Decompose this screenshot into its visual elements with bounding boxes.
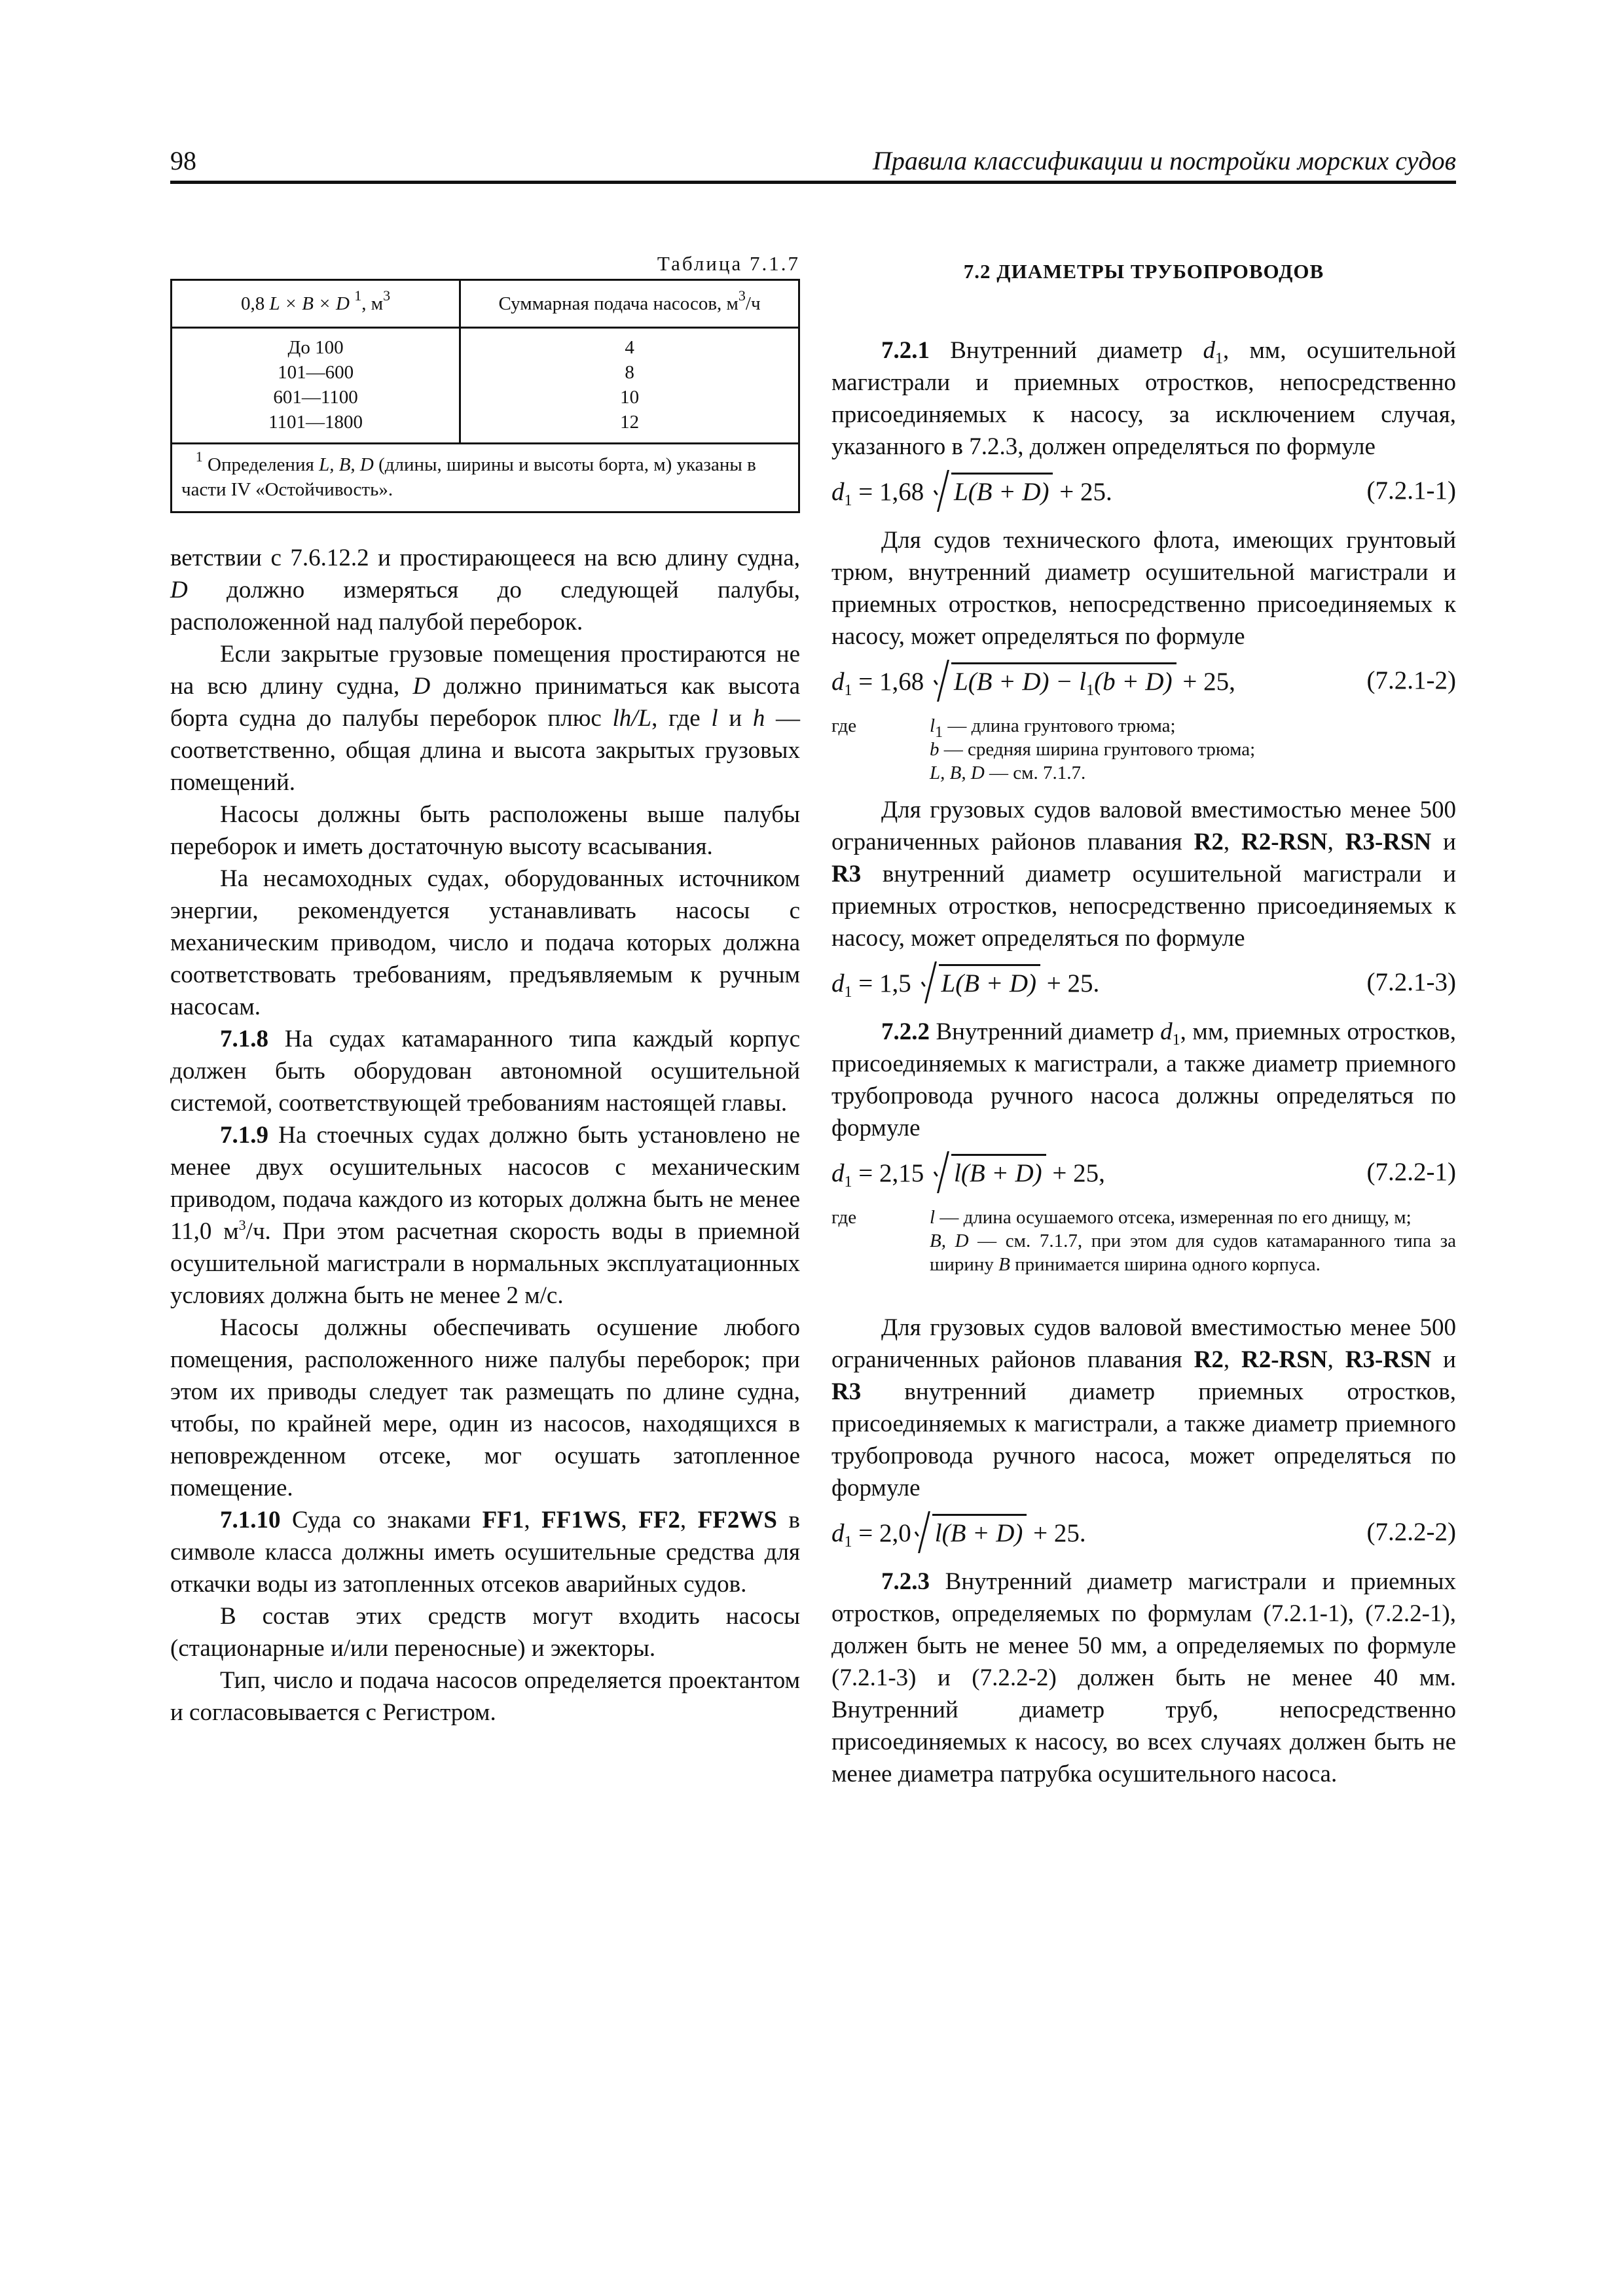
table-cell: 101—600 [278, 362, 354, 383]
paragraph: Тип, число и подача насосов определяется проектантом и согласовывается с Регистром. [170, 1667, 800, 1726]
pump-capacity-table [170, 279, 800, 513]
running-title: Правила классификации и постройки морских судов [872, 146, 1456, 175]
formula-legend: где $l_1$ — длина грунтового трюма; b — средняя ширина грунтового трюма; L, B, D — см. 7.1.7. [831, 715, 1256, 783]
paragraph: На несамоходных судах, оборудованных источником энергии, рекомендуется устанавливать насосы с механическим приводом, число и подача которых должна соответствовать требованиям, предъявляемым к ручным насосам. [170, 865, 800, 1020]
table-values-cell [460, 328, 799, 444]
paragraph: ветствии с 7.6.12.2 и простирающееся на всю длину судна, D должно измеряться до следующей палубы, расположенной над палубой переборок. [170, 545, 800, 636]
paragraph: 7.1.9 На стоечных судах должно быть установлено не менее двух осушительных насосов с механическим приводом, подача каждого из которых должна быть не менее 11,0 $м^3/ч$. При этом расчетная скорость воды в приемной осушительной магистрали в нормальных эксплуатационных условиях должна быть не менее 2 м/с. [170, 1122, 800, 1309]
paragraph: 7.2.3 Внутренний диаметр магистрали и приемных отростков, определяемых по формулам (7.2.1-1), (7.2.2-1), должен быть не менее 50 мм, а определяемых по формуле (7.2.1-3) и (7.2.2-2) должен быть не менее 40 мм. Внутренний диаметр труб, непосредственно присоединяемых к насосу, во всех случаях должен быть не менее диаметра патрубка осушительного насоса. [831, 1568, 1456, 1787]
table-cell: До 100 [287, 337, 344, 358]
table-body-row [172, 328, 799, 444]
table-cell: 8 [625, 362, 634, 383]
formula-number: (7.2.1-2) [1366, 666, 1456, 694]
formula-number: (7.2.2-1) [1366, 1157, 1456, 1186]
table-cell: 601—1100 [273, 387, 358, 408]
paragraph: Насосы должны обеспечивать осушение любого помещения, расположенного ниже палубы переборок; при этом их приводы следует так размещать по длине судна, чтобы, по крайней мере, один из насосов, находящихся в неповрежденном отсеке, мог осушать затопленное помещение. [170, 1314, 800, 1501]
page-number: 98 [170, 146, 196, 175]
paragraph: 7.2.1 Внутренний диаметр $d_1$, мм, осушительной магистрали и приемных отростков, непосредственно присоединяемых к насосу, за исключением случая, указанного в 7.2.3, должен определяться по формуле [831, 337, 1456, 460]
formula-number: (7.2.1-1) [1366, 476, 1456, 505]
running-header [170, 145, 1456, 184]
paragraph: 7.2.2 Внутренний диаметр $d_1$, мм, приемных отростков, присоединяемых к магистрали, а также диаметр приемного трубопровода ручного насоса должны определяться по формуле [831, 1018, 1456, 1141]
table-footnote-row [172, 444, 799, 512]
paragraph: Насосы должны быть расположены выше палубы переборок и иметь достаточную высоту всасывания. [170, 801, 800, 860]
formula-7-2-1-1: $d_1 = 1,68$ L(B + D) + 25. (7.2.1-1) [831, 471, 1456, 510]
formula-7-2-1-2: $d_1 = 1,68$ $L(B + D) - l_1(b + D) + 25$, (7.2.1-2) [831, 660, 1456, 700]
table-header-capacity: Суммарная подача насосов, $м^3/ч$ [460, 280, 799, 328]
table-cell: 12 [620, 412, 640, 433]
formula-7-2-2-2: $d_1 = 2,0$ l(B + D) + 25. (7.2.2-2) [831, 1512, 1456, 1551]
table-header-volume: 0,8 L × B × D $^1$, $м^3$ [172, 280, 460, 328]
table-cell: 4 [625, 337, 634, 358]
table-ranges-cell [172, 328, 460, 444]
table-footnote: $^1$ Определения L, B, D (длины, ширины и высоты борта, м) указаны в части IV «Остойчивость». [172, 444, 799, 512]
table-caption: Таблица 7.1.7 [657, 252, 800, 275]
formula-7-2-1-3: $d_1 = 1,5$ L(B + D) + 25. (7.2.1-3) [831, 962, 1456, 1001]
paragraph: Для судов технического флота, имеющих грунтовый трюм, внутренний диаметр осушительной магистрали и приемных отростков, непосредственно присоединяемых к насосу, может определяться по формуле [831, 527, 1456, 650]
paragraph: Для грузовых судов валовой вместимостью менее 500 ограниченных районов плавания R2, R2-RSN, R3-RSN и R3 внутренний диаметр осушительной магистрали и приемных отростков, непосредственно присоединяемых к насосу, может определяться по формуле [831, 797, 1456, 952]
table-cell: 1101—1800 [268, 412, 363, 433]
formula-number: (7.2.1-3) [1366, 967, 1456, 996]
left-column [170, 249, 800, 1729]
formula-number: (7.2.2-2) [1366, 1517, 1456, 1546]
paragraph: Для грузовых судов валовой вместимостью менее 500 ограниченных районов плавания R2, R2-RSN, R3-RSN и R3 внутренний диаметр приемных отростков, присоединяемых к магистрали, а также диаметр приемного трубопровода ручного насоса, может определяться по формуле [831, 1314, 1456, 1501]
paragraph: В состав этих средств могут входить насосы (стационарные и/или переносные) и эжекторы. [170, 1603, 800, 1662]
right-column [831, 249, 1456, 1790]
formula-7-2-2-1: $d_1 = 2,15$ l(B + D) + 25, (7.2.2-1) [831, 1152, 1456, 1191]
paragraph: Если закрытые грузовые помещения простираются не на всю длину судна, D должно приниматься как высота борта судна до палубы переборок плюс lh/L, где l и h — соответственно, общая длина и высота закрытых грузовых помещений. [170, 641, 801, 796]
table-cell: 10 [620, 387, 640, 408]
paragraph: 7.1.8 На судах катамаранного типа каждый корпус должен быть оборудован автономной осушительной системой, соответствующей требованиям настоящей главы. [170, 1026, 800, 1117]
formula-legend: где l — длина осушаемого отсека, измеренная по его днищу, м; B, D — см. 7.1.7, при этом для судов катамаранного типа за ширину B принимается ширина одного корпуса. [831, 1207, 1456, 1275]
table-header-row [172, 280, 799, 328]
section-title: 7.2 ДИАМЕТРЫ ТРУБОПРОВОДОВ [963, 260, 1324, 283]
paragraph: 7.1.10 Суда со знаками FF1, FF1WS, FF2, FF2WS в символе класса должны иметь осушительные средства для откачки воды из затопленных отсеков аварийных судов. [170, 1507, 801, 1598]
